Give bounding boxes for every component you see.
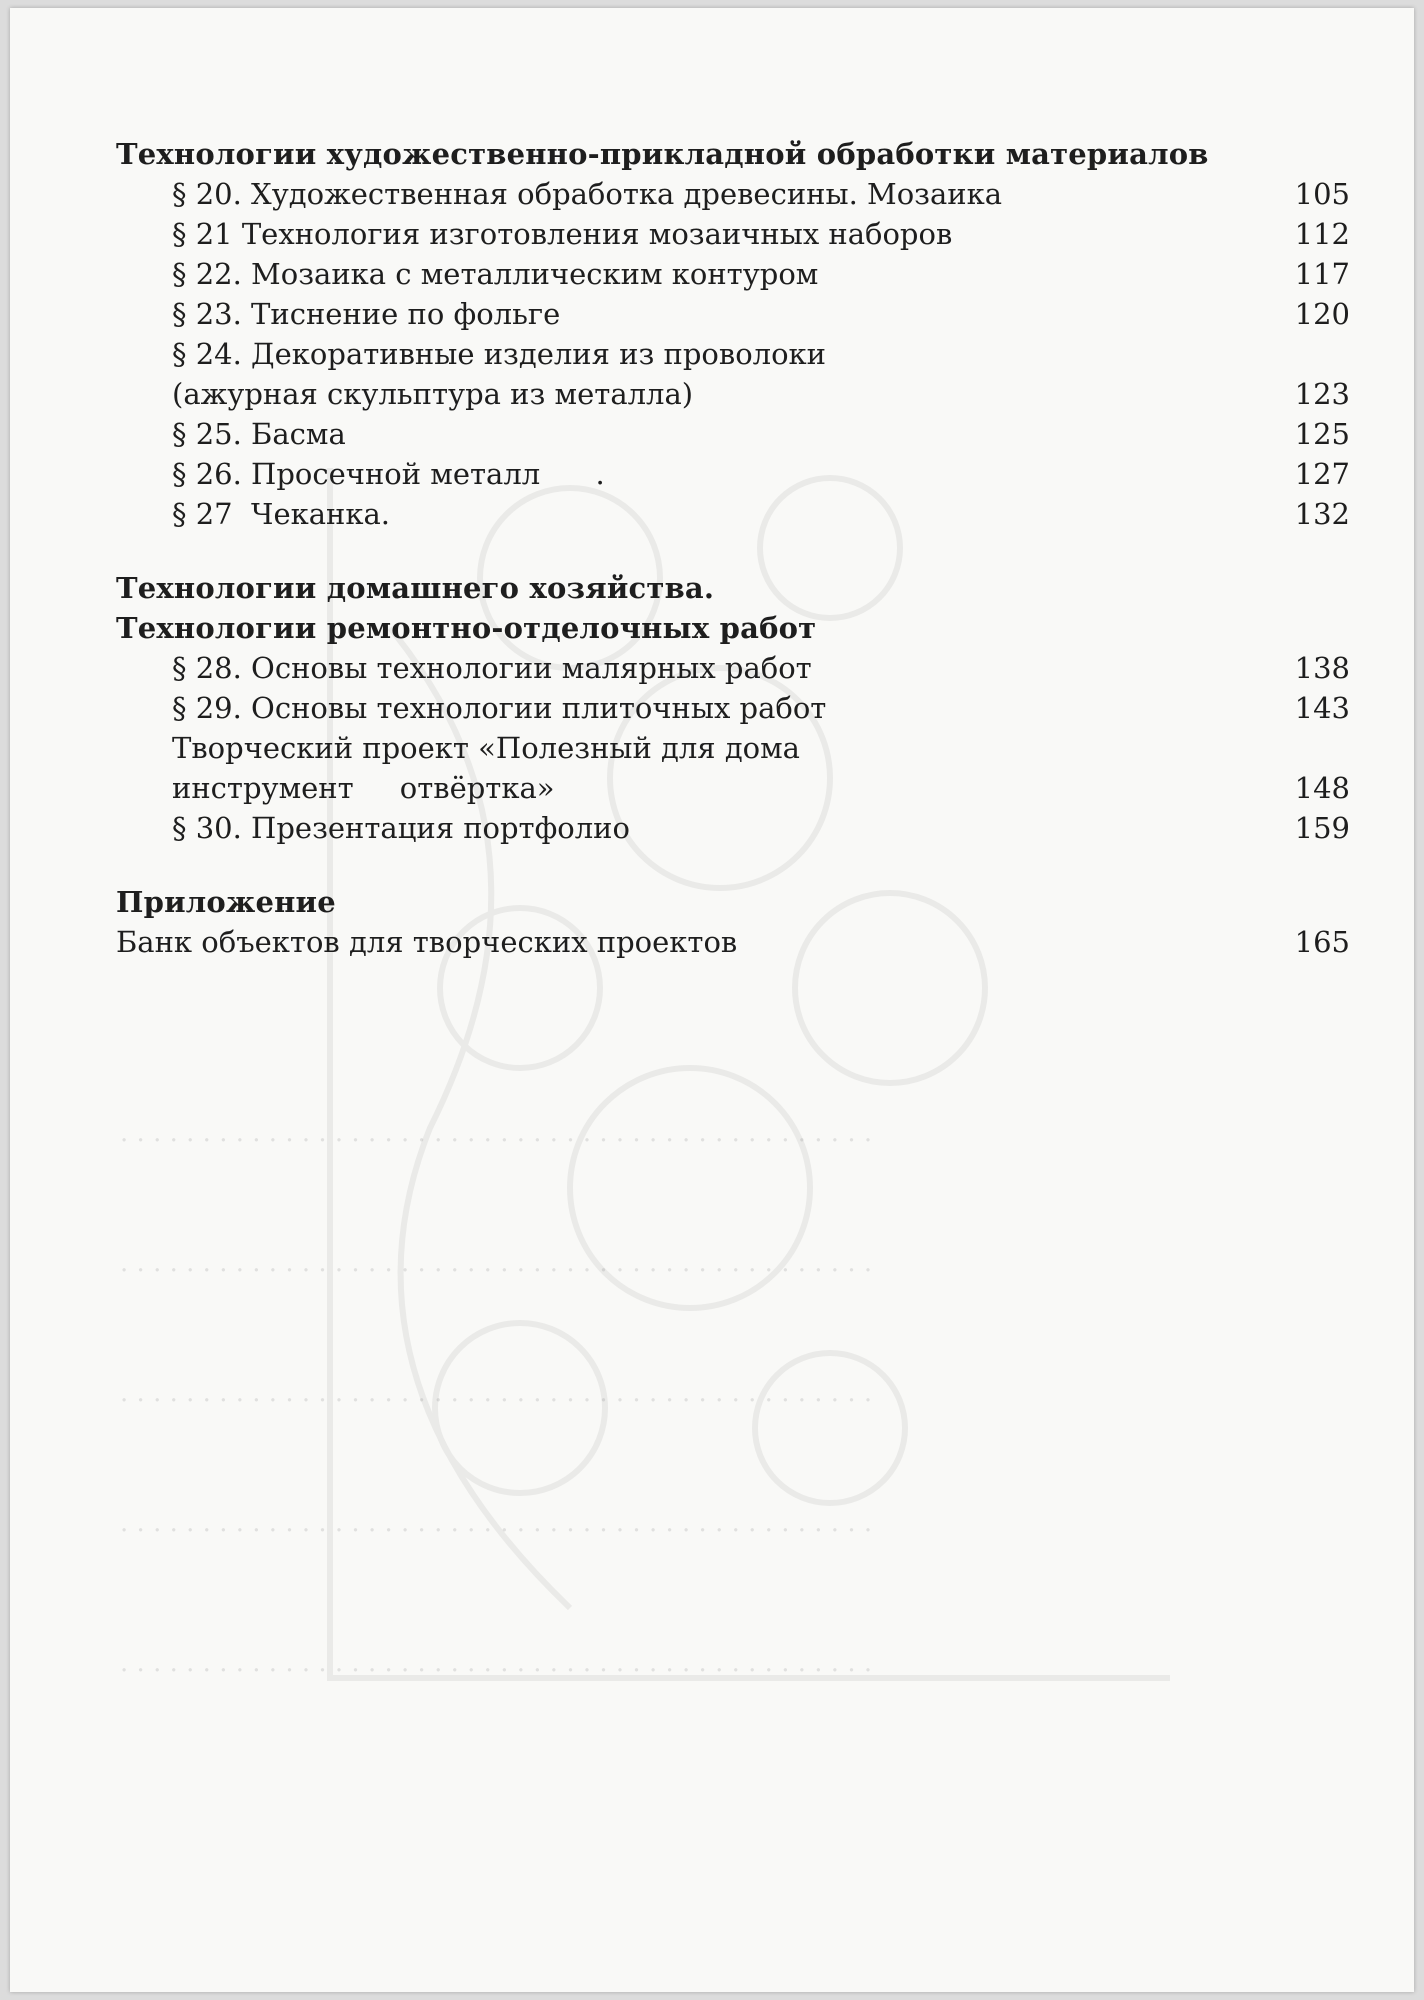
toc-entry[interactable] [116,294,1350,334]
entry-title: § 26. Просечной металл . [172,457,605,491]
entry-title: § 30. Презентация портфолио [172,811,630,845]
entry-title: § 27 Чеканка. [172,497,391,531]
entry-page-number: 143 [1294,691,1350,725]
section-heading-line: Приложение [116,885,336,919]
entry-title: § 22. Мозаика с металлическим контуром [172,257,819,291]
table-of-contents [116,134,1350,996]
section-heading [116,568,1350,648]
toc-entry[interactable] [116,174,1350,214]
toc-section [116,134,1350,534]
entry-page-number: 148 [1294,771,1350,805]
entry-page-number: 120 [1294,297,1350,331]
entry-page-number: 138 [1294,651,1350,685]
entry-page-number: 125 [1294,417,1350,451]
bleed-through-line: . . . . . . . . . . . . . . . . . . . . . . . . . . . . . . . . . . . . . . . . . . . . . . [120,1378,873,1408]
entry-title: § 29. Основы технологии плиточных работ [172,691,827,725]
toc-entry[interactable] [116,214,1350,254]
entry-title: Творческий проект «Полезный для дома инструмент отвёртка» [172,731,800,805]
toc-entry[interactable] [116,808,1350,848]
section-heading-line: Технологии домашнего хозяйства. [116,571,715,605]
entry-page-number: 123 [1294,377,1350,411]
bleed-through-line: . . . . . . . . . . . . . . . . . . . . . . . . . . . . . . . . . . . . . . . . . . . . . . [120,1508,873,1538]
entry-title: § 28. Основы технологии малярных работ [172,651,812,685]
toc-entry[interactable] [116,414,1350,454]
toc-entry[interactable] [116,254,1350,294]
section-heading-line: Технологии художественно-прикладной обработки материалов [116,137,1209,171]
entry-page-number: 127 [1294,457,1350,491]
entry-title: § 23. Тиснение по фольге [172,297,561,331]
entry-page-number: 112 [1294,217,1350,251]
section-heading [116,882,1350,922]
section-heading-line: Технологии ремонтно-отделочных работ [116,611,817,645]
toc-entry[interactable] [116,648,1350,688]
toc-entry[interactable] [116,922,1350,962]
bleed-through-line: . . . . . . . . . . . . . . . . . . . . . . . . . . . . . . . . . . . . . . . . . . . . . . [120,1118,873,1148]
toc-section [116,882,1350,962]
toc-entry[interactable] [116,494,1350,534]
toc-section [116,568,1350,848]
entry-page-number: 105 [1294,177,1350,211]
toc-entry[interactable] [116,688,1350,728]
entry-title: § 24. Декоративные изделия из проволоки (ажурная скульптура из металла) [172,337,826,411]
section-heading [116,134,1350,174]
entry-page-number: 165 [1294,925,1350,959]
entry-page-number: 117 [1294,257,1350,291]
document-page [10,8,1414,1992]
entry-title: § 20. Художественная обработка древесины. Мозаика [172,177,1003,211]
toc-entry[interactable] [116,454,1350,494]
entry-page-number: 132 [1294,497,1350,531]
toc-entry[interactable] [116,728,1350,808]
bleed-through-line: . . . . . . . . . . . . . . . . . . . . . . . . . . . . . . . . . . . . . . . . . . . . . . [120,1648,873,1678]
entry-title: § 21 Технология изготовления мозаичных наборов [172,217,953,251]
entry-page-number: 159 [1294,811,1350,845]
bleed-through-line: . . . . . . . . . . . . . . . . . . . . . . . . . . . . . . . . . . . . . . . . . . . . . . [120,1248,873,1278]
toc-entry[interactable] [116,334,1350,414]
entry-title: Банк объектов для творческих проектов [116,925,738,959]
entry-title: § 25. Басма [172,417,346,451]
